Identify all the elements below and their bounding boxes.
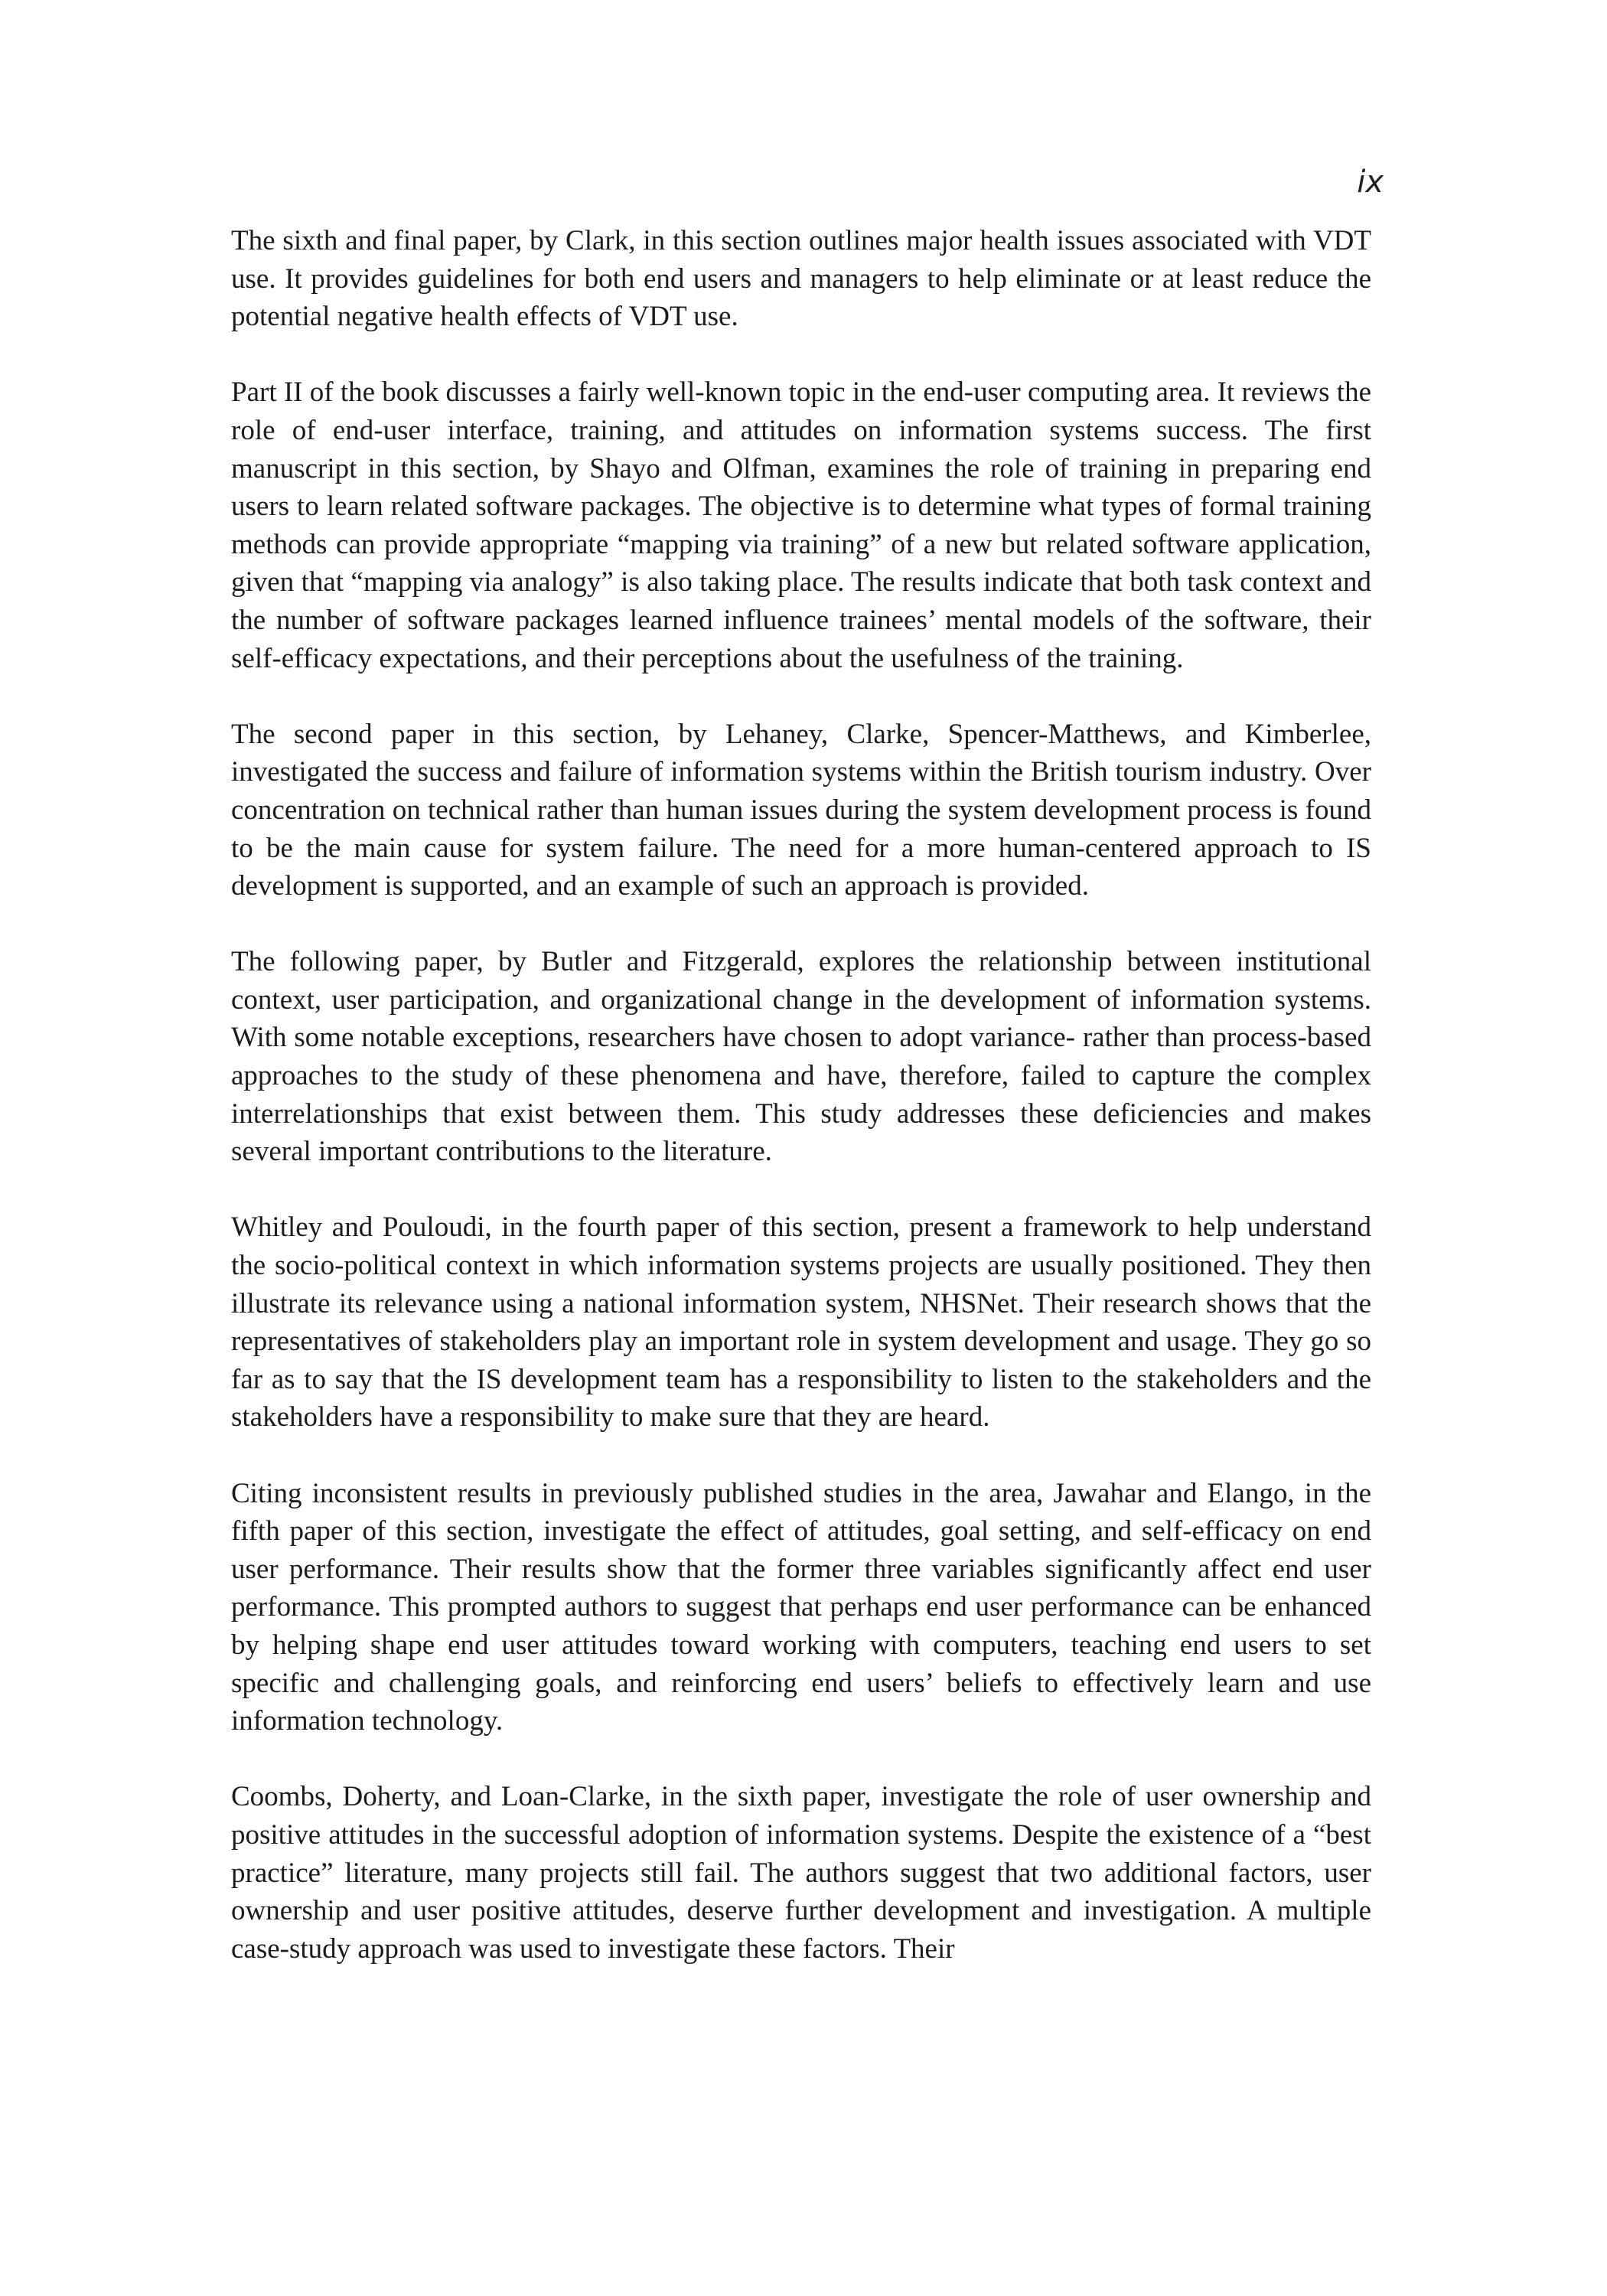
body-text	[231, 222, 1371, 2006]
paragraph-part-ii-intro: Part II of the book discusses a fairly well-known topic in the end-user computing area. It reviews the role of end-user interface, training, and attitudes on information systems success. The first manuscript in this section, by Shayo and Olfman, examines the role of training in preparing end users to learn related software packages. The objective is to determine what types of formal training methods can provide appropriate “mapping via training” of a new but related software application, given that “mapping via analogy” is also taking place. The results indicate that both task context and the number of software packages learned influence trainees’ mental models of the software, their self-efficacy expectations, and their perceptions about the usefulness of the training.	[231, 377, 1371, 674]
paragraph-butler-fitzgerald: The following paper, by Butler and Fitzgerald, explores the relationship between institutional context, user participation, and organizational change in the development of information systems. With some notable exceptions, researchers have chosen to adopt variance- rather than process-based approaches to the study of these phenomena and have, therefore, failed to capture the complex interrelationships that exist between them. This study addresses these deficiencies and makes several important contributions to the literature.	[231, 946, 1371, 1168]
paragraph-jawahar-elango: Citing inconsistent results in previously published studies in the area, Jawahar and Elango, in the fifth paper of this section, investigate the effect of attitudes, goal setting, and self-efficacy on end user performance. Their results show that the former three variables significantly affect end user performance. This prompted authors to suggest that perhaps end user performance can be enhanced by helping shape end user attitudes toward working with computers, teaching end users to set specific and challenging goals, and reinforcing end users’ beliefs to effectively learn and use information technology.	[231, 1477, 1371, 1737]
paragraph-clark-vdt: The sixth and final paper, by Clark, in this section outlines major health issues associated with VDT use. It provides guidelines for both end users and managers to help eliminate or at least reduce the potential negative health effects of VDT use.	[231, 225, 1371, 333]
paragraph-whitley-pouloudi: Whitley and Pouloudi, in the fourth paper of this section, present a framework to help understand the socio-political context in which information systems projects are usually positioned. They then illustrate its relevance using a national information system, NHSNet. Their research shows that the representatives of stakeholders play an important role in system development and usage. They go so far as to say that the IS development team has a responsibility to listen to the stakeholders and the stakeholders have a responsibility to make sure that they are heard.	[231, 1212, 1371, 1433]
paragraph-lehaney-tourism: The second paper in this section, by Lehaney, Clarke, Spencer-Matthews, and Kimberlee, investigated the success and failure of information systems within the British tourism industry. Over concentration on technical rather than human issues during the system development process is found to be the main cause for system failure. The need for a more human-centered approach to IS development is supported, and an example of such an approach is provided.	[231, 718, 1371, 902]
paragraph-coombs-doherty: Coombs, Doherty, and Loan-Clarke, in the sixth paper, investigate the role of user ownership and positive attitudes in the successful adoption of information systems. Despite the existence of a “best practice” literature, many projects still fail. The authors suggest that two additional factors, user ownership and user positive attitudes, deserve further development and investigation. A multiple case-study approach was used to investigate these factors. Their	[231, 1781, 1371, 1965]
page-number: ix	[1357, 165, 1384, 200]
